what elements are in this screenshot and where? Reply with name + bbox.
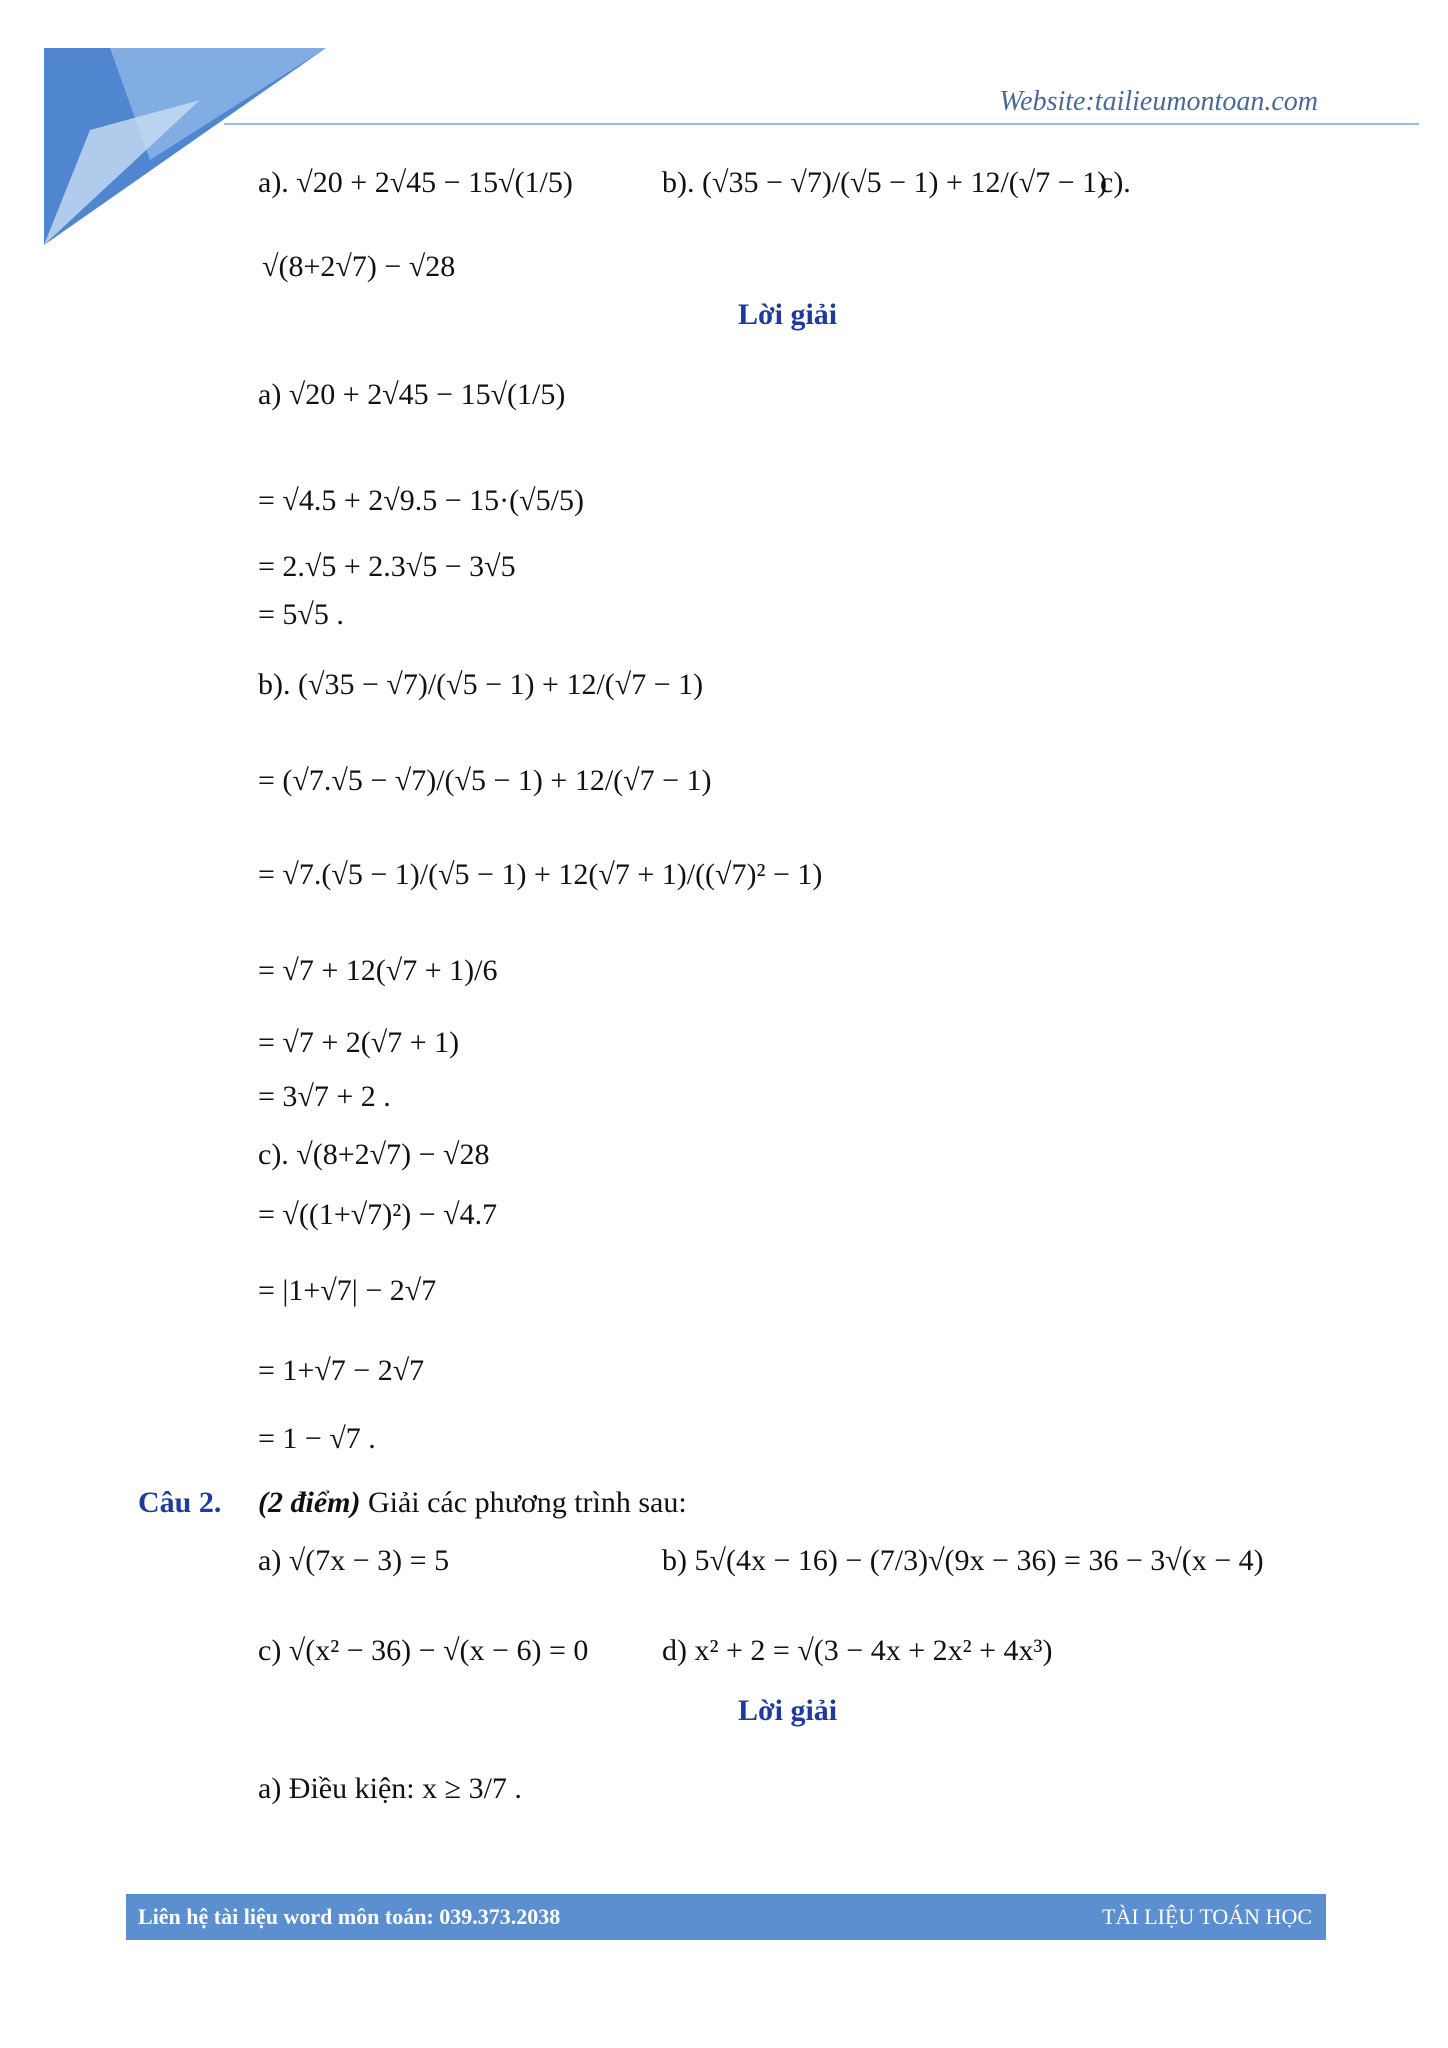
problem2-intro-text: Giải các phương trình sau: bbox=[367, 1486, 687, 1519]
sol-c-line-4: = 1 − √7 . bbox=[258, 1422, 376, 1455]
problem1-statement-c: √(8+2√7) − √28 bbox=[262, 250, 456, 283]
footer-contact: Liên hệ tài liệu word môn toán: 039.373.2038 bbox=[138, 1904, 561, 1929]
website-header: Website:tailieumontoan.com bbox=[999, 86, 1318, 117]
problem2-points: (2 điểm) bbox=[258, 1486, 361, 1519]
problem1-statement-a: a). √20 + 2√45 − 15√(1/5) bbox=[258, 166, 573, 199]
problem2-intro bbox=[258, 1486, 687, 1520]
sol-c-line-3: = 1+√7 − 2√7 bbox=[258, 1354, 425, 1387]
problem1-statement-c-label: c). bbox=[1100, 166, 1131, 199]
corner-decoration bbox=[0, 0, 330, 250]
problem2-label: Câu 2. bbox=[138, 1486, 222, 1519]
sol-b-line-0: b). (√35 − √7)/(√5 − 1) + 12/(√7 − 1) bbox=[258, 668, 704, 701]
sol-b-line-2: = √7.(√5 − 1)/(√5 − 1) + 12(√7 + 1)/((√7)² − 1) bbox=[258, 858, 823, 891]
problem2-eq-a: a) √(7x − 3) = 5 bbox=[258, 1544, 450, 1577]
sol-b-line-4: = √7 + 2(√7 + 1) bbox=[258, 1026, 460, 1059]
solution-title-1: Lời giải bbox=[738, 298, 838, 331]
sol-b-line-5: = 3√7 + 2 . bbox=[258, 1080, 391, 1113]
sol-b-line-1: = (√7.√5 − √7)/(√5 − 1) + 12/(√7 − 1) bbox=[258, 764, 712, 797]
problem2-eq-d: d) x² + 2 = √(3 − 4x + 2x² + 4x³) bbox=[662, 1634, 1053, 1667]
sol-c-line-0: c). √(8+2√7) − √28 bbox=[258, 1138, 490, 1171]
sol-c-line-1: = √((1+√7)²) − √4.7 bbox=[258, 1198, 498, 1231]
problem2-sol-a-start: a) Điều kiện: x ≥ 3/7 . bbox=[258, 1772, 522, 1805]
problem1-statement-b: b). (√35 − √7)/(√5 − 1) + 12/(√7 − 1) bbox=[662, 166, 1108, 199]
header-divider bbox=[224, 123, 1419, 125]
solution-title-2: Lời giải bbox=[738, 1694, 838, 1727]
sol-a-line-1: = √4.5 + 2√9.5 − 15·(√5/5) bbox=[258, 484, 584, 517]
sol-c-line-2: = |1+√7| − 2√7 bbox=[258, 1274, 437, 1307]
sol-a-line-3: = 5√5 . bbox=[258, 598, 344, 631]
sol-a-line-0: a) √20 + 2√45 − 15√(1/5) bbox=[258, 378, 566, 411]
footer-brand: TÀI LIỆU TOÁN HỌC bbox=[1102, 1904, 1312, 1929]
problem2-eq-c: c) √(x² − 36) − √(x − 6) = 0 bbox=[258, 1634, 589, 1667]
footer-bar bbox=[126, 1894, 1326, 1940]
sol-a-line-2: = 2.√5 + 2.3√5 − 3√5 bbox=[258, 550, 516, 583]
problem2-eq-b: b) 5√(4x − 16) − (7/3)√(9x − 36) = 36 − 3√(x − 4) bbox=[662, 1544, 1264, 1577]
sol-b-line-3: = √7 + 12(√7 + 1)/6 bbox=[258, 954, 498, 987]
